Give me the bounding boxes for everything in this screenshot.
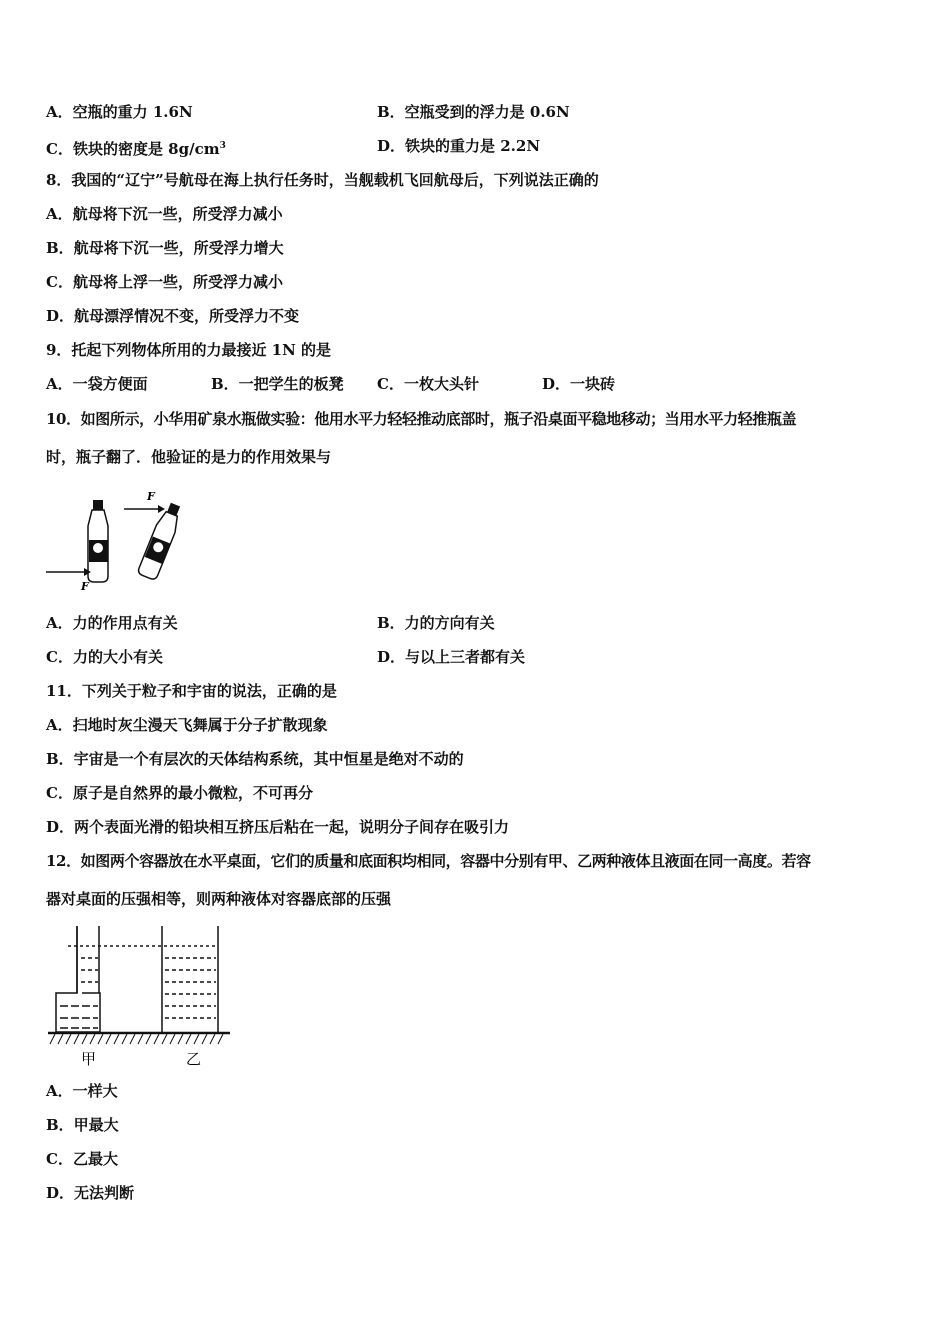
q10-option-b: B．力的方向有关 — [377, 614, 495, 632]
force-arrow-top — [124, 505, 165, 513]
upright-bottle — [88, 500, 108, 582]
q7-option-a: A．空瓶的重力 1.6N — [46, 103, 193, 121]
q10-option-c: C．力的大小有关 — [46, 648, 163, 666]
q12-stem-line1: 12．如图两个容器放在水平桌面，它们的质量和底面积均相同，容器中分别有甲、乙两种液体且液面在同一高度。若容 — [46, 852, 811, 870]
q9-option-c: C．一枚大头针 — [377, 375, 479, 393]
table-surface — [48, 1033, 230, 1044]
container-jia — [56, 926, 100, 1032]
q9-stem: 9．托起下列物体所用的力最接近 1N 的是 — [46, 341, 332, 359]
q8-option-a: A．航母将下沉一些，所受浮力减小 — [46, 205, 283, 223]
q10-stem-line2: 时，瓶子翻了．他验证的是力的作用效果与 — [46, 448, 332, 466]
q11-option-d: D．两个表面光滑的铅块相互挤压后粘在一起，说明分子间存在吸引力 — [46, 818, 510, 836]
q12-option-d: D．无法判断 — [46, 1184, 135, 1202]
q9-option-d: D．一块砖 — [542, 375, 616, 393]
q7-option-c — [46, 136, 226, 159]
q8-option-b: B．航母将下沉一些，所受浮力增大 — [46, 239, 284, 257]
q10-stem-line1: 10．如图所示，小华用矿泉水瓶做实验：他用水平力轻轻推动底部时，瓶子沿桌面平稳地移动；当用水平力轻推瓶盖 — [46, 410, 797, 428]
q9-option-a: A．一袋方便面 — [46, 375, 148, 393]
bottle-experiment-figure — [44, 488, 214, 594]
label-jia: 甲 — [81, 1050, 97, 1068]
liquid-level-lines — [60, 946, 218, 1028]
q11-stem: 11．下列关于粒子和宇宙的说法，正确的是 — [46, 682, 337, 700]
q7-option-b: B．空瓶受到的浮力是 0.6N — [377, 103, 570, 121]
q11-option-b: B．宇宙是一个有层次的天体结构系统，其中恒星是绝对不动的 — [46, 750, 464, 768]
container-yi — [162, 926, 218, 1032]
force-label-top: F — [147, 490, 155, 503]
q8-stem: 8．我国的“辽宁”号航母在海上执行任务时，当舰载机飞回航母后，下列说法正确的 — [46, 171, 599, 189]
tipped-bottle — [137, 501, 185, 581]
q8-option-d: D．航母漂浮情况不变，所受浮力不变 — [46, 307, 300, 325]
label-yi: 乙 — [186, 1050, 202, 1068]
q7-option-c-text: C．铁块的密度是 8g/cm — [46, 140, 220, 158]
q8-option-c: C．航母将上浮一些，所受浮力减小 — [46, 273, 283, 291]
force-label-bottom: F — [81, 580, 89, 593]
q12-stem-line2: 器对桌面的压强相等，则两种液体对容器底部的压强 — [46, 890, 392, 908]
q9-option-b: B．一把学生的板凳 — [211, 375, 344, 393]
q12-option-a: A．一样大 — [46, 1082, 118, 1100]
q11-option-a: A．扫地时灰尘漫天飞舞属于分子扩散现象 — [46, 716, 328, 734]
containers-figure — [44, 922, 234, 1070]
q12-option-b: B．甲最大 — [46, 1116, 119, 1134]
superscript: 3 — [219, 141, 226, 151]
q11-option-c: C．原子是自然界的最小微粒，不可再分 — [46, 784, 313, 802]
q10-option-a: A．力的作用点有关 — [46, 614, 178, 632]
q7-option-d: D．铁块的重力是 2.2N — [377, 137, 541, 155]
force-arrow-bottom — [46, 568, 91, 576]
q12-option-c: C．乙最大 — [46, 1150, 118, 1168]
q10-option-d: D．与以上三者都有关 — [377, 648, 526, 666]
